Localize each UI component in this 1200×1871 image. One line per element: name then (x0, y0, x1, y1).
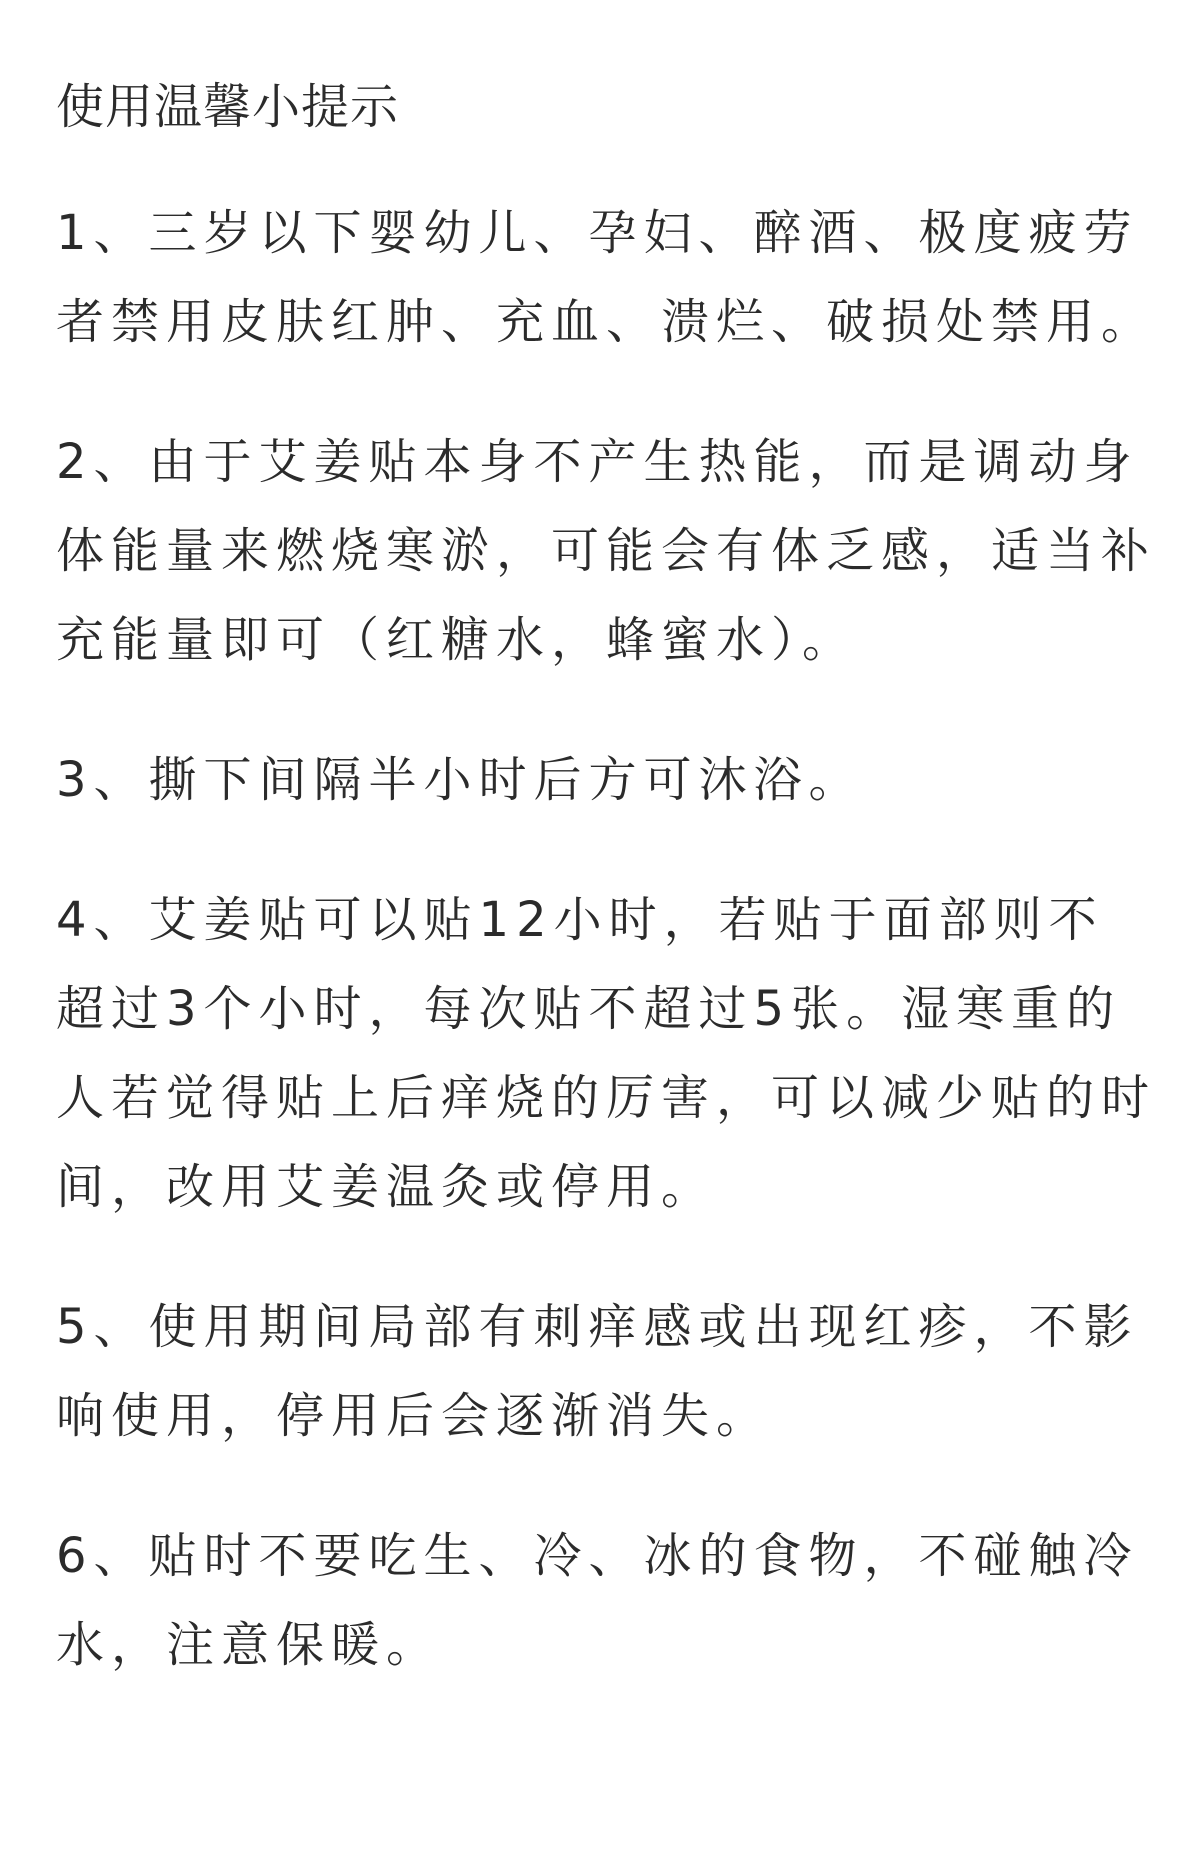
tip-item-4: 4、艾姜贴可以贴12小时，若贴于面部则不超过3个小时，每次贴不超过5张。湿寒重的人若觉得贴上后痒烧的厉害，可以减少贴的时间，改用艾姜温灸或停用。 (56, 892, 1157, 1215)
tip-item-1: 1、三岁以下婴幼儿、孕妇、醉酒、极度疲劳者禁用皮肤红肿、充血、溃烂、破损处禁用。 (56, 205, 1157, 350)
tip-item-6: 6、贴时不要吃生、冷、冰的食物，不碰触冷水，注意保暖。 (56, 1528, 1139, 1673)
tip-item-2: 2、由于艾姜贴本身不产生热能，而是调动身体能量来燃烧寒淤，可能会有体乏感，适当补充能量即可（红糖水，蜂蜜水）。 (56, 434, 1157, 668)
document-title: 使用温馨小提示 (56, 79, 400, 135)
tip-item-3: 3、撕下间隔半小时后方可沐浴。 (56, 752, 864, 808)
tip-item-5: 5、使用期间局部有刺痒感或出现红疹，不影响使用，停用后会逐渐消失。 (56, 1299, 1139, 1444)
